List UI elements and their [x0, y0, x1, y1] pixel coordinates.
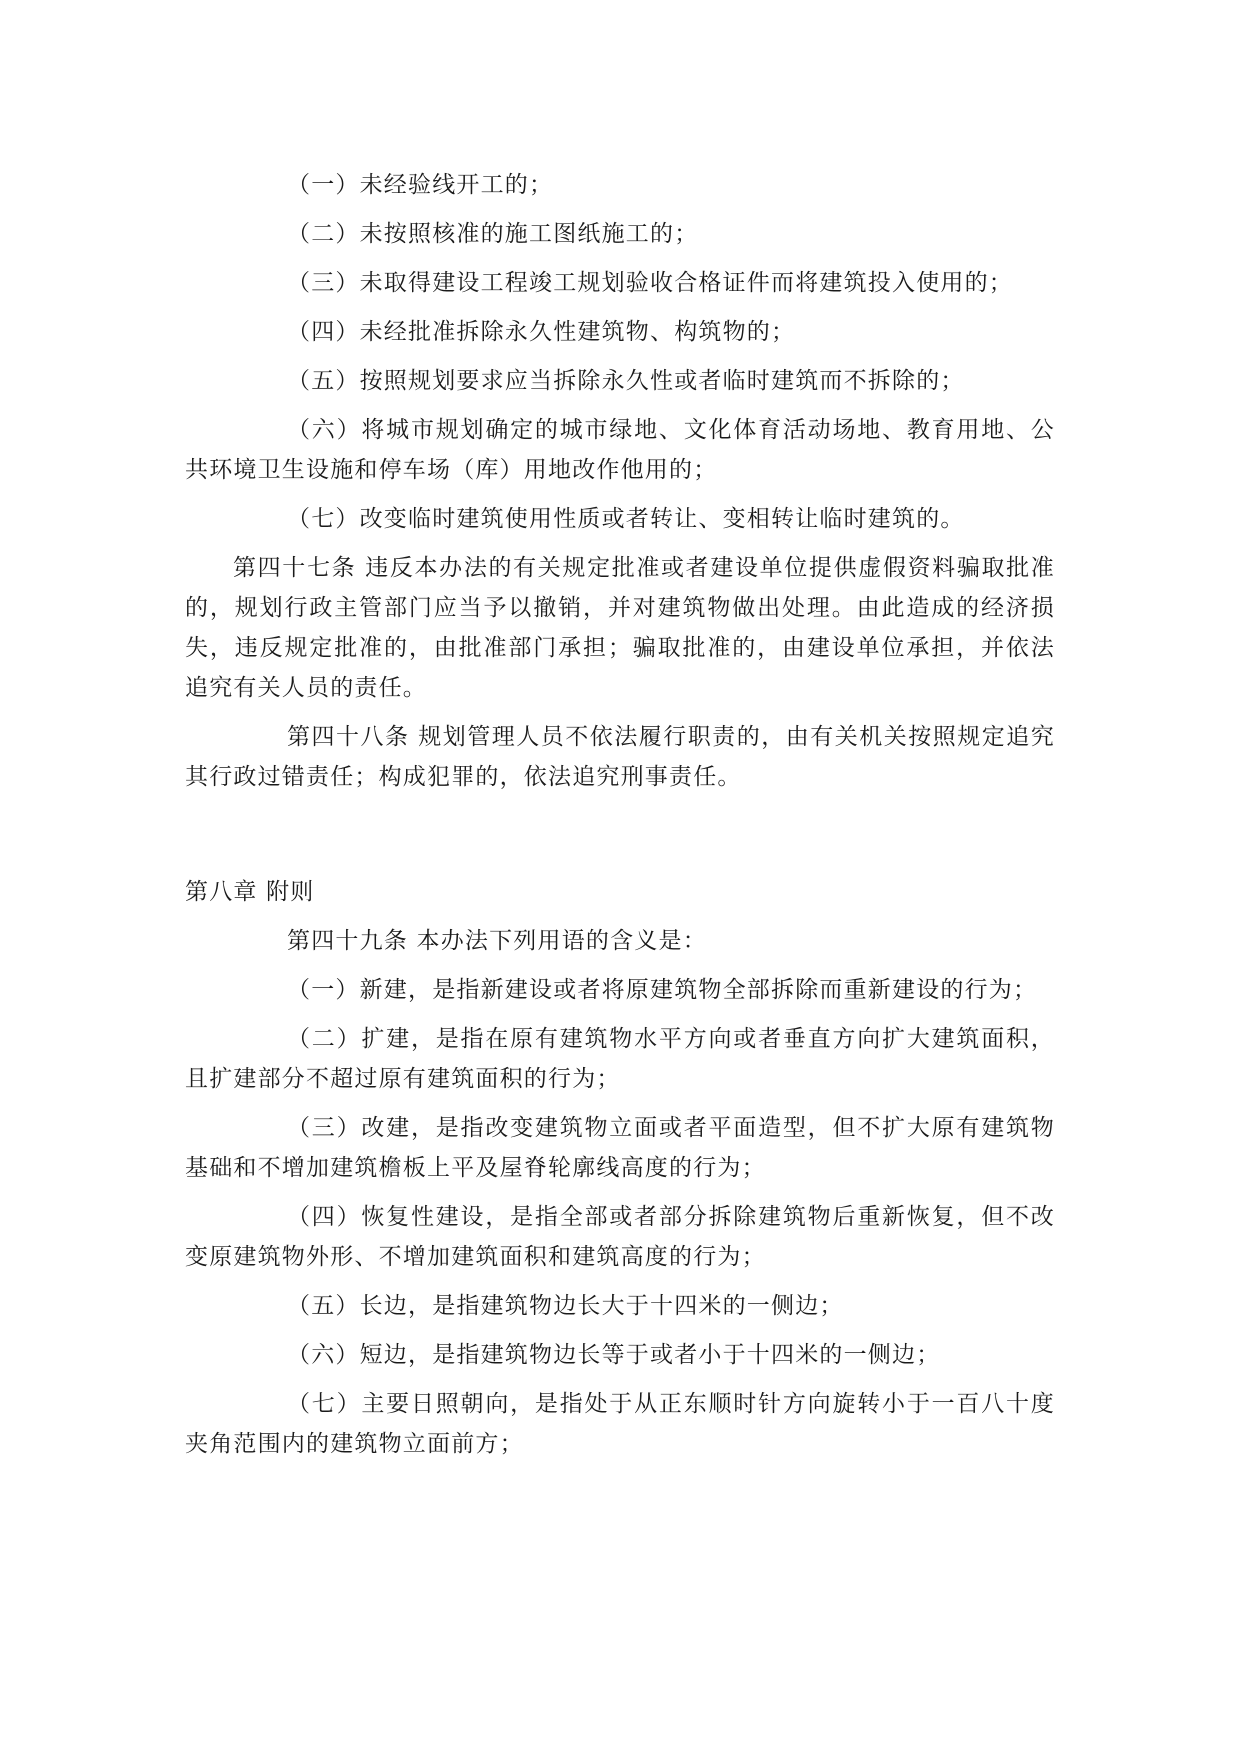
definition-item-4: （四）恢复性建设，是指全部或者部分拆除建筑物后重新恢复，但不改变原建筑物外形、不增加建筑面积和建筑高度的行为；: [185, 1204, 1055, 1270]
list-item-violation-1: （一）未经验线开工的；: [287, 172, 554, 198]
article-48: 第四十八条 规划管理人员不依法履行职责的，由有关机关按照规定追究其行政过错责任；构成犯罪的，依法追究刑事责任。: [185, 724, 1055, 790]
list-item-violation-4: （四）未经批准拆除永久性建筑物、构筑物的；: [287, 319, 796, 345]
definition-item-6: （六）短边，是指建筑物边长等于或者小于十四米的一侧边；: [287, 1342, 941, 1368]
definition-item-3: （三）改建，是指改变建筑物立面或者平面造型，但不扩大原有建筑物基础和不增加建筑檐板上平及屋脊轮廓线高度的行为；: [185, 1115, 1055, 1181]
definition-item-5: （五）长边，是指建筑物边长大于十四米的一侧边；: [287, 1293, 844, 1319]
article-49-intro: 第四十九条 本办法下列用语的含义是：: [287, 928, 707, 954]
chapter-title: 第八章 附则: [185, 879, 315, 905]
definition-item-7: （七）主要日照朝向，是指处于从正东顺时针方向旋转小于一百八十度夹角范围内的建筑物立面前方；: [185, 1391, 1055, 1457]
list-item-violation-6: （六）将城市规划确定的城市绿地、文化体育活动场地、教育用地、公共环境卫生设施和停车场（库）用地改作他用的；: [185, 417, 1055, 483]
list-item-violation-3: （三）未取得建设工程竣工规划验收合格证件而将建筑投入使用的；: [287, 270, 1013, 296]
definition-item-2: （二）扩建，是指在原有建筑物水平方向或者垂直方向扩大建筑面积，且扩建部分不超过原有建筑面积的行为；: [185, 1026, 1055, 1092]
definition-item-1: （一）新建，是指新建设或者将原建筑物全部拆除而重新建设的行为；: [287, 977, 1038, 1003]
list-item-violation-5: （五）按照规划要求应当拆除永久性或者临时建筑而不拆除的；: [287, 368, 965, 394]
body-text: [185, 165, 1055, 1473]
list-item-violation-2: （二）未按照核准的施工图纸施工的；: [287, 221, 699, 247]
list-item-violation-7: （七）改变临时建筑使用性质或者转让、变相转让临时建筑的。: [287, 506, 965, 532]
article-47: 第四十七条 违反本办法的有关规定批准或者建设单位提供虚假资料骗取批准的，规划行政主管部门应当予以撤销，并对建筑物做出处理。由此造成的经济损失，违反规定批准的，由批准部门承担；骗取批准的，由建设单位承担，并依法追究有关人员的责任。: [185, 555, 1055, 701]
